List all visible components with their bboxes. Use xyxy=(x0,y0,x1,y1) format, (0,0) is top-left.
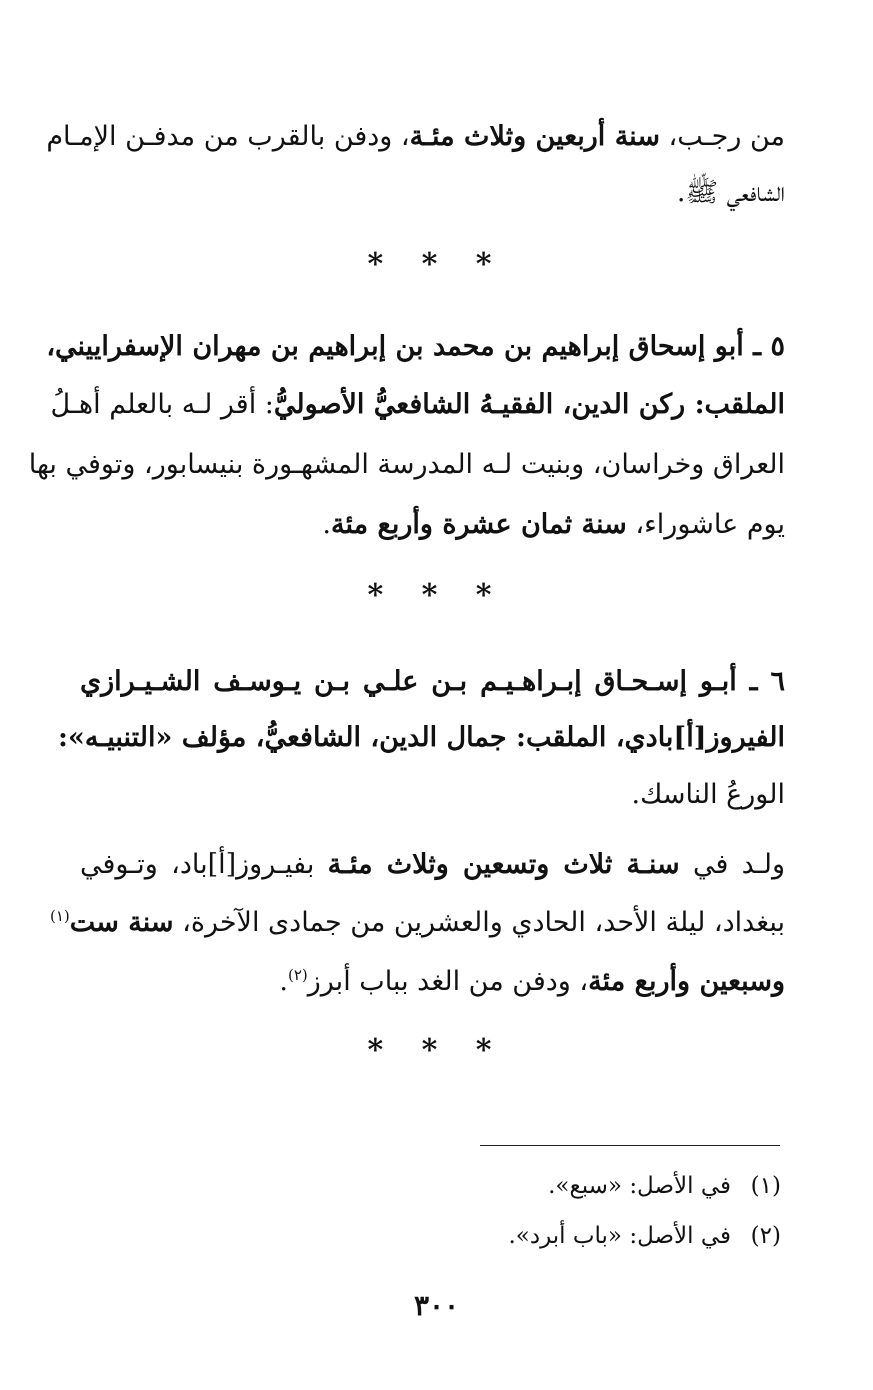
footnote-number: (١) xyxy=(750,1173,781,1199)
entry6-line6 xyxy=(80,962,785,1002)
entry6-line4 xyxy=(80,845,785,885)
entry6-line3: الورعُ الناسك. xyxy=(631,779,785,810)
entry5-line3: العراق وخراسان، وبنيت لـه المدرسة المشهـورة بنيسابور، وتوفي بها xyxy=(28,449,785,480)
entry6-heading-line: ٦ ـ أبـو إسـحـاق إبـراهـيـم بـن علـي بـن يـوسـف الشـيـرازي xyxy=(80,666,785,697)
footnote-rule xyxy=(480,1145,780,1146)
text-run: : أقر لـه بالعلم أهـلُ xyxy=(50,389,274,420)
page-number: ٣٠٠ xyxy=(413,1289,460,1322)
para1-line1 xyxy=(46,117,785,157)
text-run: ، ودفن من الغد بباب أبرز xyxy=(307,966,589,997)
footnote-ref[interactable]: (١) xyxy=(49,907,70,925)
section-separator: * * * xyxy=(367,578,506,613)
footnote-1 xyxy=(281,1168,781,1204)
bold-text-run: سنـة ثلاث وتسعين وثلاث مئـة xyxy=(327,849,680,880)
entry5-line2 xyxy=(50,385,785,425)
bold-text-run: سنة ست xyxy=(69,907,174,938)
footnote-2 xyxy=(281,1218,781,1254)
bold-text-run: سنة ثمان عشرة وأربع مئة xyxy=(330,509,627,540)
para1-line2: الشافعي ﷺ. xyxy=(676,177,785,208)
footnote-number: (٢) xyxy=(750,1223,781,1249)
bold-text-run: وسبعين وأربع مئة xyxy=(588,966,785,997)
entry5-line4 xyxy=(80,505,785,545)
text-run: . xyxy=(322,509,331,540)
text-run: ببغداد، ليلة الأحد، الحادي والعشرين من جمادى الآخرة، xyxy=(173,907,785,938)
section-separator: * * * xyxy=(367,1033,506,1068)
entry6-line5 xyxy=(49,903,785,943)
bold-text-run: الملقب: ركن الدين، الفقيـهُ الشافعيُّ الأصوليُّ xyxy=(273,389,785,420)
footnote-ref[interactable]: (٢) xyxy=(287,966,308,984)
text-run: يوم عاشوراء، xyxy=(626,509,785,540)
text-run: من رجـب، xyxy=(659,121,785,152)
bold-text-run: سنة أربعين وثلاث مئـة xyxy=(409,121,660,152)
text-run: ، ودفن بالقرب من مدفـن الإمـام xyxy=(46,121,410,152)
footnote-text: في الأصل: «سبع». xyxy=(548,1173,731,1199)
section-separator: * * * xyxy=(367,247,506,282)
text-run: بفيـروز[أ]باد، وتـوفي xyxy=(80,849,328,880)
footnote-text: في الأصل: «باب أبرد». xyxy=(508,1223,731,1249)
text-run: . xyxy=(279,966,288,997)
entry5-heading-line: ٥ ـ أبو إسحاق إبراهيم بن محمد بن إبراهيم بن مهران الإسفراييني، xyxy=(46,331,785,362)
entry6-line2: الفيروز[أ]بادي، الملقب: جمال الدين، الشافعيُّ، مؤلف «التنبيـه»: xyxy=(57,722,785,753)
text-run: ولـد في xyxy=(679,849,785,880)
